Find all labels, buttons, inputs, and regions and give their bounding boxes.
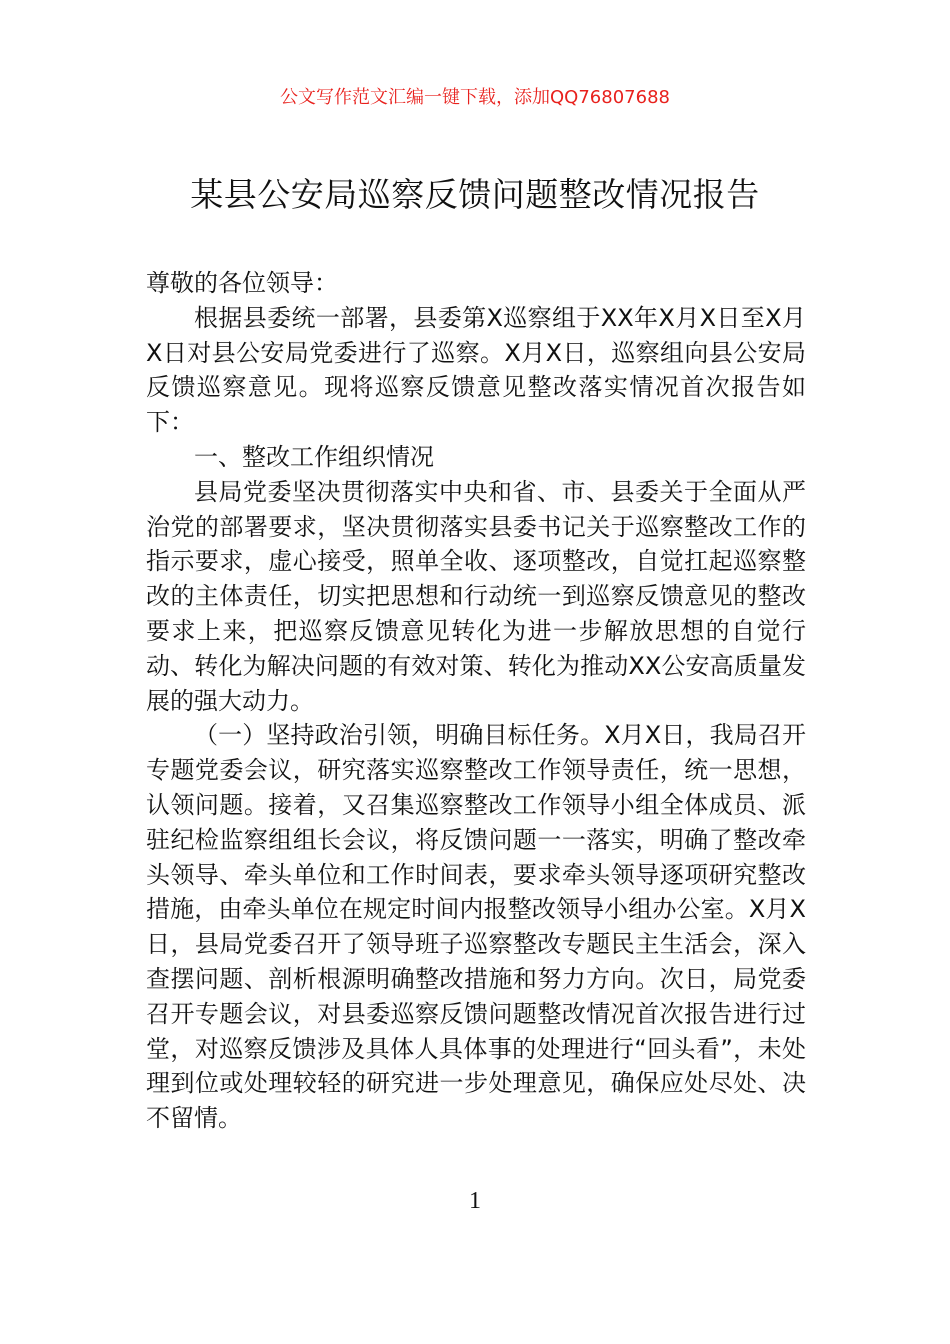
salutation: 尊敬的各位领导： [146,269,338,297]
document-title: 某县公安局巡察反馈问题整改情况报告 [190,175,760,214]
document-body [146,266,806,1136]
section-paragraph: 县局党委坚决贯彻落实中央和省、市、县委关于全面从严治党的部署要求，坚决贯彻落实县委书记关于巡察整改工作的指示要求，虚心接受，照单全收、逐项整改，自觉扛起巡察整改的主体责任，切实把思想和行动统一到巡察反馈意见的整改要求上来，把巡察反馈意见转化为进一步解放思想的自觉行动、转化为解决问题的有效对策、转化为推动XX公安高质量发展的强大动力。 [146,477,806,715]
page-number: 1 [469,1188,481,1214]
download-promo-header: 公文写作范文汇编一键下载，添加QQ76807688 [280,87,670,108]
section-heading: 一、整改工作组织情况 [194,442,434,471]
subsection-paragraph: （一）坚持政治引领，明确目标任务。X月X日，我局召开专题党委会议，研究落实巡察整改工作领导责任，统一思想，认领问题。接着，又召集巡察整改工作领导小组全体成员、派驻纪检监察组组长会议，将反馈问题一一落实，明确了整改牵头领导、牵头单位和工作时间表，要求牵头领导逐项研究整改措施，由牵头单位在规定时间内报整改领导小组办公室。X月X日，县局党委召开了领导班子巡察整改专题民主生活会，深入查摆问题、剖析根源明确整改措施和努力方向。次日，局党委召开专题会议，对县委巡察反馈问题整改情况首次报告进行过堂，对巡察反馈涉及具体人具体事的处理进行“回头看”，未处理到位或处理较轻的研究进一步处理意见，确保应处尽处、决不留情。 [146,721,806,1133]
intro-paragraph: 根据县委统一部署，县委第X巡察组于XX年X月X日至X月X日对县公安局党委进行了巡察。X月X日，巡察组向县公安局反馈巡察意见。现将巡察反馈意见整改落实情况首次报告如下： [146,303,806,437]
